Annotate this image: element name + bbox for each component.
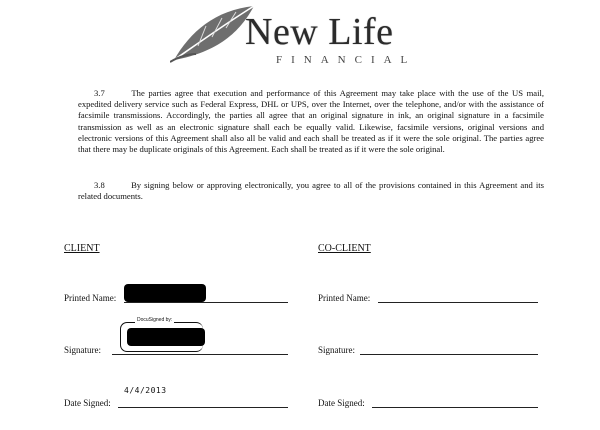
docusign-label: DocuSigned by: [137,317,173,323]
co-client-date-label: Date Signed: [318,398,365,408]
client-signature-line[interactable] [112,354,288,355]
section-number: 3.8 [94,180,105,190]
co-client-signature-line[interactable] [360,354,538,355]
client-signature-redaction [127,328,205,346]
logo-subtitle: FINANCIAL [276,54,417,66]
co-client-signature-label: Signature: [318,345,355,355]
logo-name: New Life [245,11,394,53]
client-date-label: Date Signed: [64,398,111,408]
co-client-printed-name-label: Printed Name: [318,293,371,303]
client-date-line[interactable] [118,407,288,408]
section-text: The parties agree that execution and performance of this Agreement may take place with the use of the US mail, expedited delivery service such as Federal Express, DHL or UPS, over the Internet, over the telephone, and/or with the assistance of facsimile transmissions. Accordingly, the parties all agree that an original signature in ink, an original signature in a facsimile transmission as well as an electronic signature shall each be equally valid. Likewise, facsimile versions, original versions and electronic versions of this Agreement shall also all be valid and each shall be treated as if it were the sole original. The parties agree that there may be duplicate originals of this Agreement. Each shall be treated as if it were the sole original. [78,88,544,155]
client-date-value: 4/4/2013 [124,386,167,395]
client-printed-name-redaction [124,284,206,302]
co-client-printed-name-line[interactable] [378,302,538,303]
client-printed-name-line[interactable] [124,302,288,303]
company-logo [160,0,430,78]
client-signature-label: Signature: [64,345,101,355]
section-3-7 [78,88,544,155]
co-client-heading: CO-CLIENT [318,243,371,254]
client-printed-name-label: Printed Name: [64,293,117,303]
client-heading: CLIENT [64,243,100,254]
section-number: 3.7 [94,88,105,98]
section-text: By signing below or approving electronically, you agree to all of the provisions contained in this Agreement and its related documents. [78,180,544,202]
co-client-date-line[interactable] [372,407,538,408]
section-3-8 [78,180,544,202]
leaf-icon [170,2,256,64]
